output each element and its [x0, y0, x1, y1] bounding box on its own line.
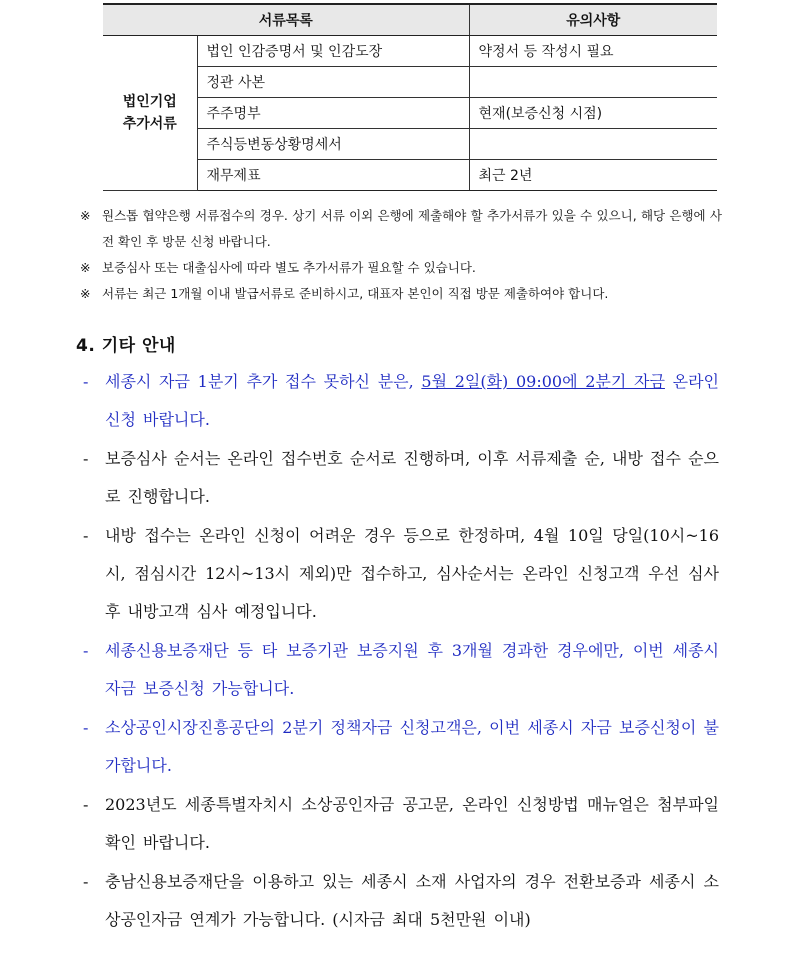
header-notes: 유의사항 — [469, 4, 717, 36]
bullet-text: 세종신용보증재단 등 타 보증기관 보증지원 후 3개월 경과한 경우에만, 이번 세종시 자금 보증신청 가능합니다. — [105, 641, 719, 698]
bullet-item — [83, 632, 719, 708]
bullet-dash: - — [83, 872, 89, 891]
table-header-row — [103, 4, 717, 36]
document-cell: 법인 인감증명서 및 인감도장 — [197, 36, 469, 67]
bullet-item — [83, 709, 719, 785]
bullet-item — [83, 517, 719, 631]
note-cell — [469, 129, 717, 160]
required-documents-table — [103, 3, 717, 191]
bullet-dash: - — [83, 718, 89, 737]
reference-mark: ※ — [80, 286, 91, 301]
note-item — [80, 203, 722, 255]
bullet-item — [83, 440, 719, 516]
header-document-list: 서류목록 — [103, 4, 469, 36]
bullet-item — [83, 863, 719, 939]
bullet-text-plain: 세종시 자금 1분기 추가 접수 못하신 분은, — [105, 372, 422, 391]
document-cell: 재무제표 — [197, 160, 469, 191]
bullet-text-tail: 온라인 신청 바랍니다. — [105, 372, 719, 429]
category-line-2: 추가서류 — [122, 116, 177, 132]
bullet-text: 보증심사 순서는 온라인 접수번호 순서로 진행하며, 이후 서류제출 순, 내방 접수 순으로 진행합니다. — [105, 449, 719, 506]
bullet-item — [83, 786, 719, 862]
bullet-dash: - — [83, 449, 89, 468]
note-cell: 현재(보증신청 시점) — [469, 98, 717, 129]
notes-list — [80, 203, 722, 307]
note-text: 서류는 최근 1개월 이내 발급서류로 준비하시고, 대표자 본인이 직접 방문 제출하여야 합니다. — [102, 286, 609, 301]
bullet-dash: - — [83, 795, 89, 814]
note-cell: 약정서 등 작성시 필요 — [469, 36, 717, 67]
bullet-text — [105, 363, 719, 439]
reference-mark: ※ — [80, 260, 91, 275]
category-line-1: 법인기업 — [122, 94, 177, 110]
reference-mark: ※ — [80, 208, 91, 223]
info-bullet-list — [83, 363, 719, 940]
note-text: 보증심사 또는 대출심사에 따라 별도 추가서류가 필요할 수 있습니다. — [102, 260, 476, 275]
document-cell: 주주명부 — [197, 98, 469, 129]
bullet-dash: - — [83, 372, 89, 391]
bullet-text: 내방 접수는 온라인 신청이 어려운 경우 등으로 한정하며, 4월 10일 당일(10시~16시, 점심시간 12시~13시 제외)만 접수하고, 심사순서는 온라인 신청고객 우선 심사 후 내방고객 심사 예정입니다. — [105, 526, 719, 621]
section-title: 4. 기타 안내 — [76, 336, 176, 356]
table-row — [103, 36, 717, 67]
document-cell: 정관 사본 — [197, 67, 469, 98]
category-cell — [103, 36, 197, 191]
bullet-dash: - — [83, 641, 89, 660]
bullet-text: 2023년도 세종특별자치시 소상공인자금 공고문, 온라인 신청방법 매뉴얼은 첨부파일 확인 바랍니다. — [105, 795, 719, 852]
note-text: 원스톱 협약은행 서류접수의 경우. 상기 서류 이외 은행에 제출해야 할 추가서류가 있을 수 있으니, 해당 은행에 사전 확인 후 방문 신청 바랍니다. — [102, 208, 722, 249]
note-item — [80, 255, 722, 281]
note-cell — [469, 67, 717, 98]
bullet-item — [83, 363, 719, 439]
note-cell: 최근 2년 — [469, 160, 717, 191]
bullet-text: 충남신용보증재단을 이용하고 있는 세종시 소재 사업자의 경우 전환보증과 세종시 소상공인자금 연계가 가능합니다. (시자금 최대 5천만원 이내) — [105, 872, 719, 929]
bullet-text: 소상공인시장진흥공단의 2분기 정책자금 신청고객은, 이번 세종시 자금 보증신청이 불가합니다. — [105, 718, 719, 775]
bullet-dash: - — [83, 526, 89, 545]
schedule-underlined-text: 5월 2일(화) 09:00에 2분기 자금 — [421, 372, 665, 391]
document-cell: 주식등변동상황명세서 — [197, 129, 469, 160]
note-item — [80, 281, 722, 307]
